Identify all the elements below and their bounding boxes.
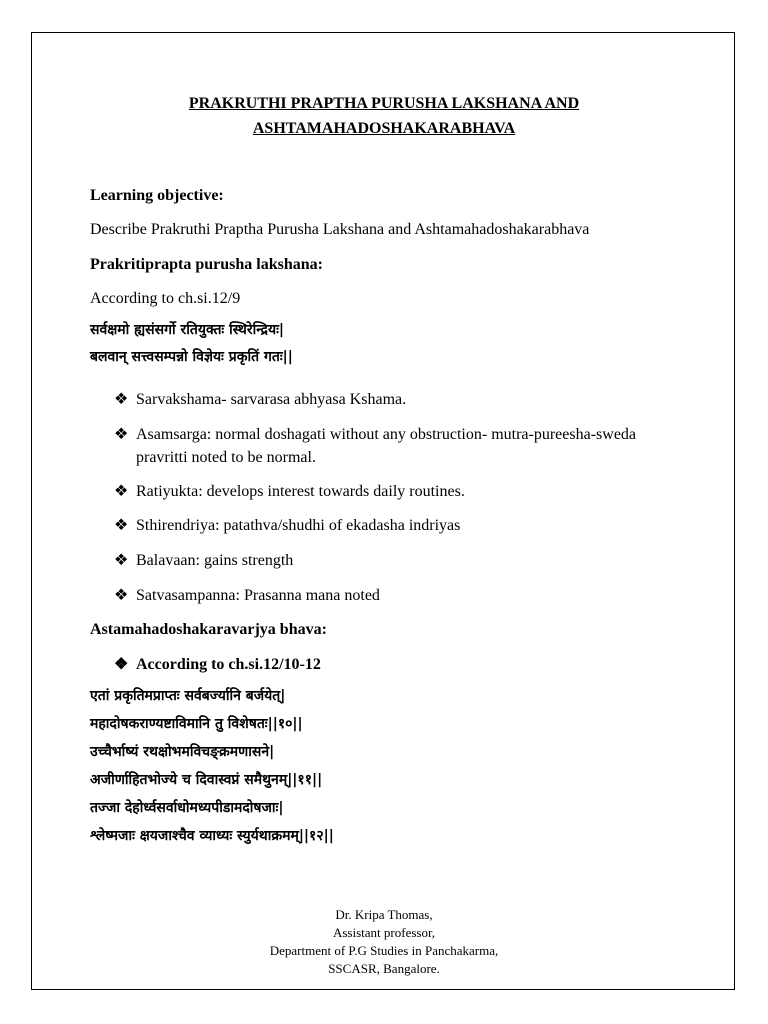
section1-heading: Prakritiprapta purusha lakshana: [90, 256, 323, 273]
signature-line: Assistant professor, [332, 925, 436, 940]
signature-line: Dr. Kripa Thomas, [335, 907, 433, 922]
diamond-bullet-icon: ❖ [114, 483, 129, 500]
shloka-line: बलवान् सत्त्वसम्पन्नो विज्ञेयः प्रकृतिं गतः|| [90, 349, 293, 365]
shloka-line: सर्वक्षमो ह्यसंसर्गो रतियुक्तः स्थिरेन्द्रियः| [90, 322, 285, 338]
bullet-text: Asamsarga: normal doshagati without any obstruction- mutra-pureesha-sweda pravritti noted to be normal. [136, 426, 637, 466]
bullet-item [114, 514, 654, 537]
bullet-text: According to ch.si.12/10-12 [136, 656, 321, 673]
diamond-bullet-icon: ❖ [114, 391, 129, 408]
shloka-line: तज्जा देहोर्ध्वसर्वाधोमध्यपीडामदोषजाः| [90, 800, 284, 816]
bullet-item [114, 653, 654, 676]
diamond-bullet-icon: ❖ [114, 587, 129, 604]
diamond-bullet-icon: ❖ [114, 517, 129, 534]
diamond-bullet-icon: ❖ [114, 426, 129, 443]
page-border [31, 32, 735, 990]
bullet-text: Balavaan: gains strength [136, 552, 294, 569]
signature-line: SSCASR, Bangalore. [328, 961, 440, 976]
bullet-item [114, 388, 654, 411]
shloka-line: श्लेष्मजाः क्षयजाश्चैव व्याध्यः स्युर्यथाक्रमम्||१२|| [90, 828, 334, 844]
shloka-line: एतां प्रकृतिमप्राप्तः सर्वबर्ज्यानि बर्जयेत्| [90, 688, 286, 704]
section2-heading: Astamahadoshakaravarjya bhava: [90, 621, 327, 638]
document-title-line-2: ASHTAMAHADOSHAKARABHAVA [252, 120, 516, 137]
bullet-item [114, 423, 654, 469]
bullet-text: Sthirendriya: patathva/shudhi of ekadasha indriyas [136, 517, 461, 534]
diamond-bullet-icon: ❖ [114, 552, 129, 569]
bullet-item [114, 480, 654, 503]
bullet-item [114, 549, 654, 572]
learning-objective-heading: Learning objective: [90, 187, 224, 204]
document-title-line-1: PRAKRUTHI PRAPTHA PURUSHA LAKSHANA AND [188, 95, 580, 112]
bullet-text: Sarvakshama- sarvarasa abhyasa Kshama. [136, 391, 407, 408]
learning-objective-text: Describe Prakruthi Praptha Purusha Lakshana and Ashtamahadoshakarabhava [90, 221, 590, 238]
bullet-text: Satvasampanna: Prasanna mana noted [136, 587, 380, 604]
shloka-line: अजीर्णाहितभोज्ये च दिवास्वप्नं समैथुनम्||११|| [90, 772, 323, 788]
bullet-text: Ratiyukta: develops interest towards daily routines. [136, 483, 465, 500]
section1-reference: According to ch.si.12/9 [90, 290, 241, 307]
bullet-item [114, 584, 654, 607]
signature-line: Department of P.G Studies in Panchakarma, [269, 943, 499, 958]
diamond-bullet-icon: ❖ [114, 656, 129, 673]
shloka-line: उच्चैर्भाष्यं रथक्षोभमविचङ्क्रमणासने| [90, 744, 275, 760]
shloka-line: महादोषकराण्यष्टाविमानि तु विशेषतः||१०|| [90, 716, 303, 732]
